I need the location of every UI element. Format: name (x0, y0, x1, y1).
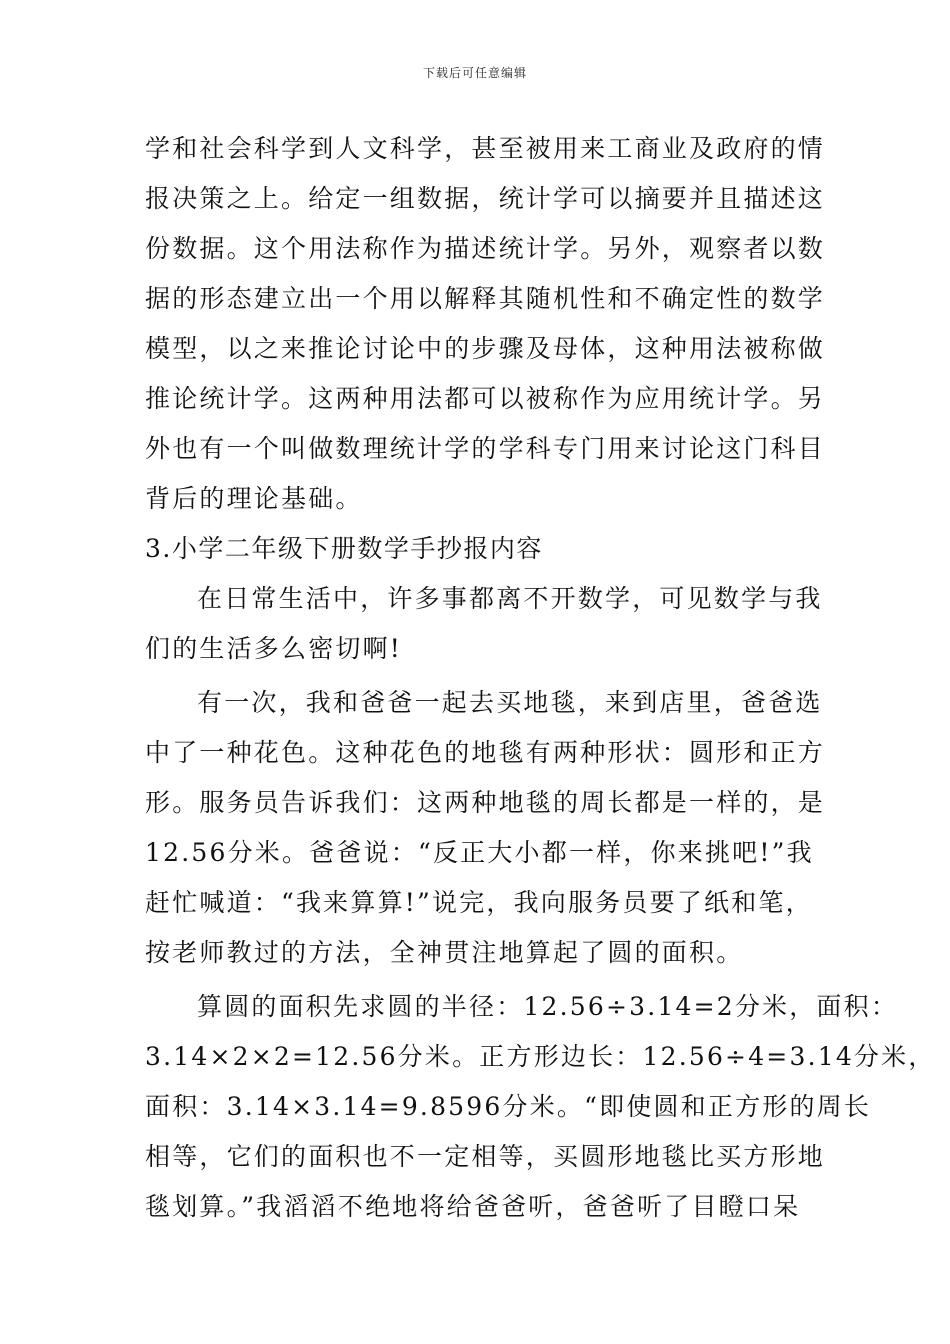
section-heading: 3.小学二年级下册数学手抄报内容 (145, 534, 543, 563)
paragraph-carpet-story (145, 678, 825, 978)
text-line: 学和社会科学到人文科学，甚至被用来工商业及政府的情 (145, 134, 826, 163)
text-line: 12.56分米。爸爸说：“反正大小都一样，你来挑吧!”我 (145, 838, 814, 867)
text-line: 相等，它们的面积也不一定相等，买圆形地毯比买方形地 (145, 1142, 826, 1171)
paragraph-calculation (145, 982, 936, 1232)
text-line: 3.14×2×2=12.56分米。正方形边长：12.56÷4=3.14分米， (145, 1042, 936, 1071)
text-line: 报决策之上。给定一组数据，统计学可以摘要并且描述这 (145, 184, 826, 213)
text-line: 在日常生活中，许多事都离不开数学，可见数学与我 (197, 584, 823, 613)
text-line: 模型，以之来推论讨论中的步骤及母体，这种用法被称做 (145, 334, 826, 363)
text-line: 份数据。这个用法称作为描述统计学。另外，观察者以数 (145, 234, 826, 263)
document-body (145, 124, 936, 1232)
text-line: 赶忙喊道：“我来算算!”说完，我向服务员要了纸和笔， (145, 888, 813, 917)
text-line: 们的生活多么密切啊! (145, 634, 403, 663)
text-line: 外也有一个叫做数理统计学的学科专门用来讨论这门科目 (145, 434, 826, 463)
text-line: 算圆的面积先求圆的半径：12.56÷3.14=2分米，面积： (197, 992, 899, 1021)
text-line: 有一次，我和爸爸一起去买地毯，来到店里，爸爸选 (197, 688, 823, 717)
paragraph-statistics (145, 124, 825, 524)
text-line: 按老师教过的方法，全神贯注地算起了圆的面积。 (145, 938, 744, 967)
text-line: 背后的理论基础。 (145, 484, 363, 513)
page-header: 下载后可任意编辑 (422, 66, 527, 80)
text-line: 推论统计学。这两种用法都可以被称作为应用统计学。另 (145, 384, 826, 413)
text-line: 中了一种花色。这种花色的地毯有两种形状：圆形和正方 (145, 738, 826, 767)
paragraph-intro (145, 574, 825, 674)
text-line: 据的形态建立出一个用以解释其随机性和不确定性的数学 (145, 284, 826, 313)
text-line: 面积：3.14×3.14=9.8596分米。“即使圆和正方形的周长 (145, 1092, 872, 1121)
text-line: 毯划算。”我滔滔不绝地将给爸爸听，爸爸听了目瞪口呆 (145, 1192, 801, 1221)
text-line: 形。服务员告诉我们：这两种地毯的周长都是一样的，是 (145, 788, 826, 817)
